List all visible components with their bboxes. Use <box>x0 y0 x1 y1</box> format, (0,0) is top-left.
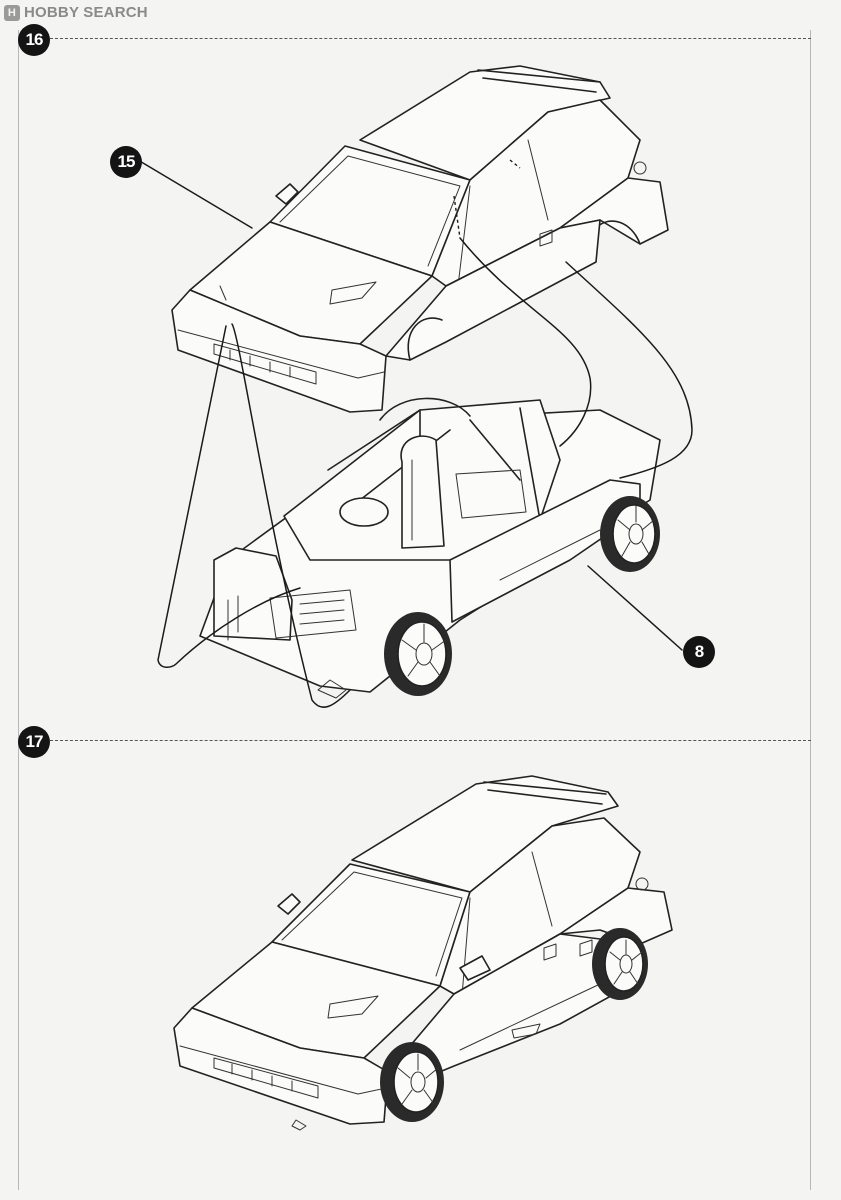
body-shell-drawing <box>172 66 668 412</box>
step-17-number: 17 <box>18 726 50 758</box>
part-callout-8: 8 <box>683 636 715 668</box>
chassis-drawing <box>200 398 660 698</box>
watermark-text: HOBBY SEARCH <box>24 4 148 21</box>
assembled-car-drawing <box>174 776 672 1130</box>
part-callout-15: 15 <box>110 146 142 178</box>
step-16-number: 16 <box>18 24 50 56</box>
hobby-search-logo-icon: H <box>4 5 20 21</box>
